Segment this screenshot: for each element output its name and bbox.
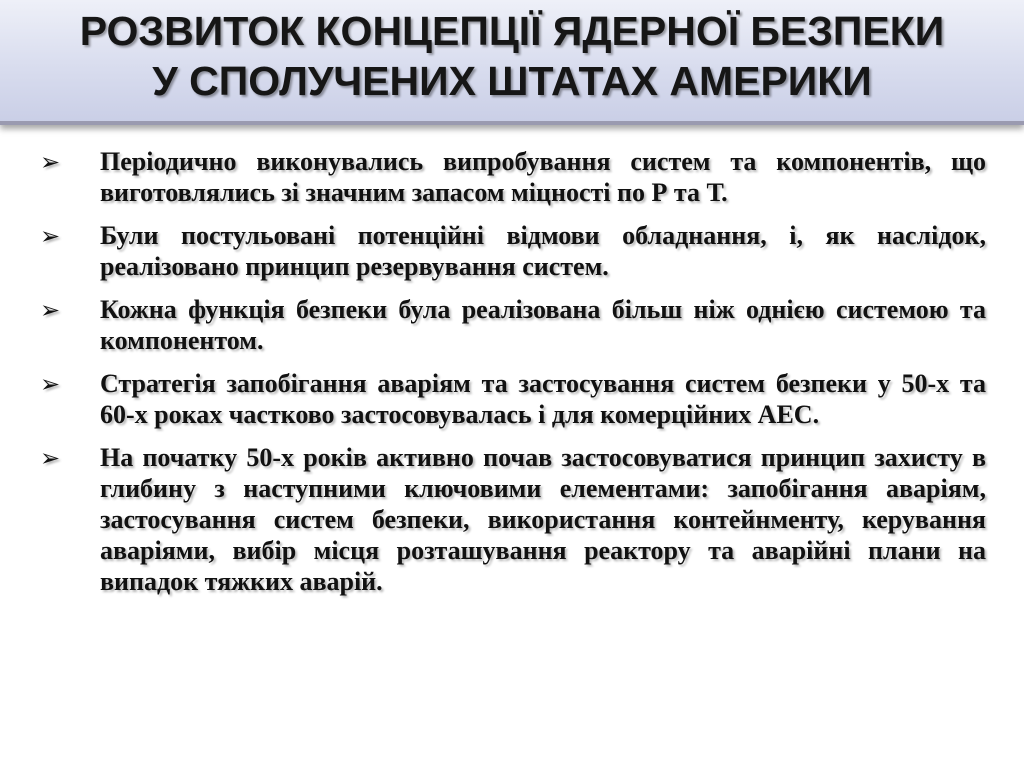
bullet-text: Періодично виконувались випробування систем та компонентів, що виготовлялись зі значним запасом міцності по Р та Т.: [100, 147, 986, 207]
bullet-text: Кожна функція безпеки була реалізована більш ніж однією системою та компонентом.: [100, 295, 986, 355]
bullet-item: [40, 368, 986, 430]
bullet-item: [40, 146, 986, 208]
bullet-list: [40, 146, 986, 609]
arrow-bullet-icon: ➢: [40, 148, 61, 176]
slide-title: [0, 6, 1024, 106]
title-band: [0, 0, 1024, 125]
slide-title-line-2: У СПОЛУЧЕНИХ ШТАТАХ АМЕРИКИ: [152, 58, 872, 104]
bullet-text: Стратегія запобігання аваріям та застосування систем безпеки у 50-х та 60-х роках частково застосовувалась і для комерційних АЕС.: [100, 369, 986, 429]
bullet-text: Були постульовані потенційні відмови обладнання, і, як наслідок, реалізовано принцип резервування систем.: [100, 221, 986, 281]
bullet-item: [40, 442, 986, 597]
arrow-bullet-icon: ➢: [40, 444, 61, 472]
bullet-item: [40, 220, 986, 282]
arrow-bullet-icon: ➢: [40, 222, 61, 250]
bullet-text: На початку 50-х років активно почав застосовуватися принцип захисту в глибину з наступними ключовими елементами: запобігання аваріям, застосування систем безпеки, використання контейнменту, керування аваріями, вибір місця розташування реактору та аварійні плани на випадок тяжких аварій.: [100, 443, 986, 596]
arrow-bullet-icon: ➢: [40, 370, 61, 398]
slide-title-line-1: РОЗВИТОК КОНЦЕПЦІЇ ЯДЕРНОЇ БЕЗПЕКИ: [79, 8, 945, 54]
arrow-bullet-icon: ➢: [40, 296, 61, 324]
bullet-item: [40, 294, 986, 356]
